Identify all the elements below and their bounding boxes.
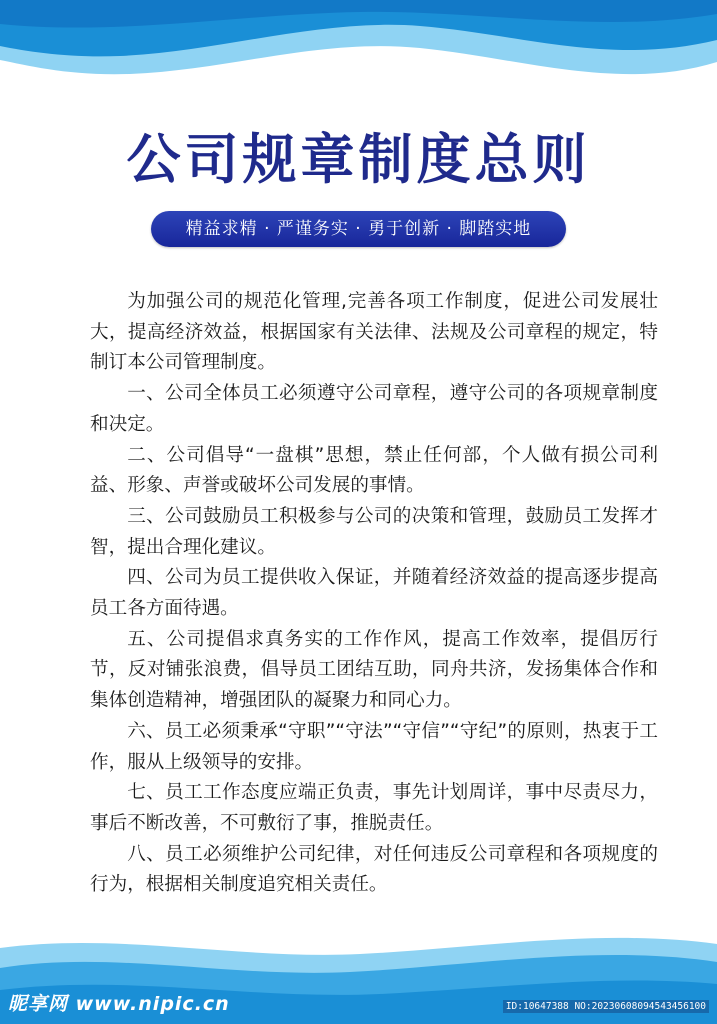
- rule-paragraph: 八、员工必须维护公司纪律，对任何违反公司章程和各项规度的行为，根据相关制度追究相关责任。: [90, 843, 658, 896]
- rule-paragraph: 二、公司倡导“一盘棋”思想，禁止任何部，个人做有损公司利益、形象、声誉或破坏公司发展的事情。: [90, 444, 658, 497]
- image-id-label: ID:10647388 NO:20230608094543456100: [503, 1000, 709, 1013]
- slogan-banner: 精益求精 · 严谨务实 · 勇于创新 · 脚踏实地: [151, 211, 566, 247]
- rule-paragraph: 五、公司提倡求真务实的工作作风，提高工作效率，提倡厉行节，反对铺张浪费，倡导员工团结互助，同舟共济，发扬集体合作和集体创造精神，增强团队的凝聚力和同心力。: [90, 628, 658, 712]
- watermark-logo: 昵享网 www.nipic.cn: [8, 993, 230, 1015]
- rule-paragraph: 三、公司鼓励员工积极参与公司的决策和管理，鼓励员工发挥才智，提出合理化建议。: [90, 505, 658, 558]
- rule-paragraph: 七、员工工作态度应端正负责，事先计划周详，事中尽责尽力，事后不断改善，不可敷衍了事，推脱责任。: [90, 782, 658, 834]
- rule-paragraph: 四、公司为员工提供收入保证，并随着经济效益的提高逐步提高员工各方面待遇。: [90, 567, 658, 620]
- rule-paragraph: 一、公司全体员工必须遵守公司章程，遵守公司的各项规章制度和决定。: [90, 383, 658, 435]
- regulations-body: [90, 287, 658, 901]
- intro-paragraph: 为加强公司的规范化管理,完善各项工作制度，促进公司发展壮大，提高经济效益，根据国家有关法律、法规及公司章程的规定，特制订本公司管理制度。: [90, 291, 658, 374]
- page-title: 公司规章制度总则: [126, 128, 591, 191]
- rule-paragraph: 六、员工必须秉承“守职”“守法”“守信”“守纪”的原则，热衷于工作，服从上级领导的安排。: [90, 720, 658, 773]
- top-wave-decoration: [0, 0, 717, 100]
